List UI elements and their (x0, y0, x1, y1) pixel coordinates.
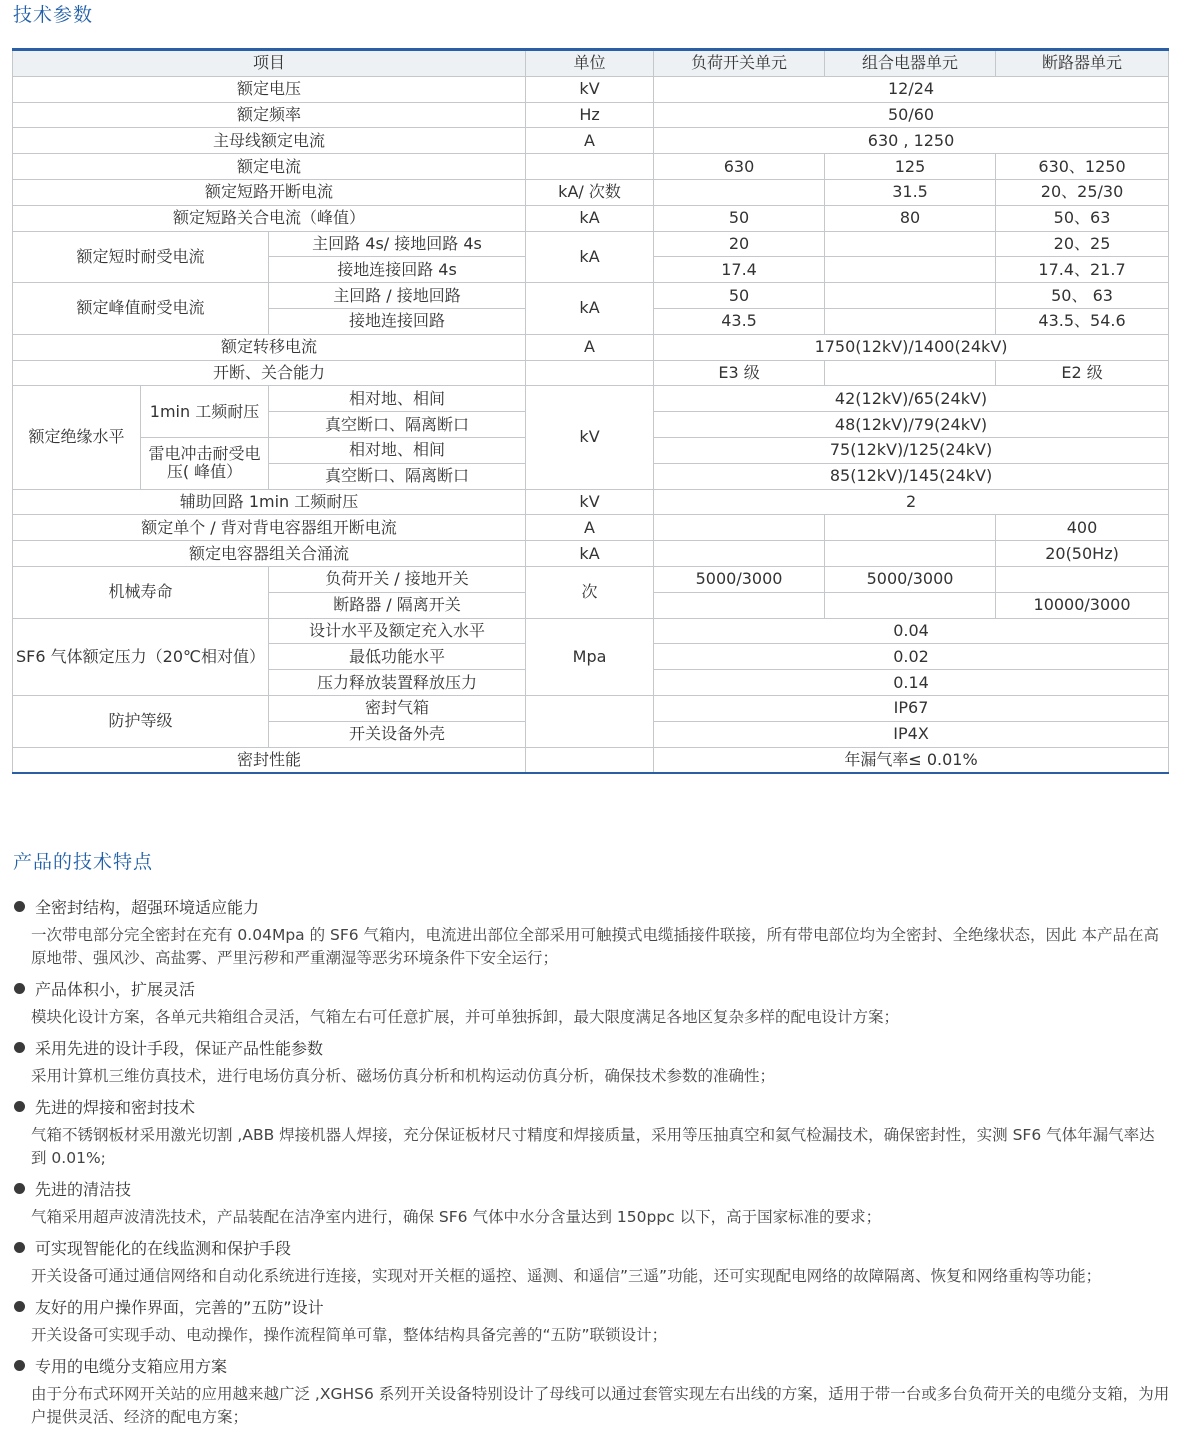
table-row (13, 618, 1169, 644)
row-sublabel: 压力释放装置释放压力 (269, 670, 526, 696)
row-breaker: 20、25/30 (996, 179, 1169, 205)
row-breaker: 43.5、54.6 (996, 308, 1169, 334)
row-load (654, 541, 825, 567)
row-sublabel: 主回路 4s/ 接地回路 4s (269, 231, 526, 257)
feature-description: 开关设备可通过通信网络和自动化系统进行连接，实现对开关框的遥控、遥测、和遥信”三遥”功能，还可实现配电网络的故障隔离、恢复和网络重构等功能； (31, 1267, 1102, 1285)
feature-description: 由于分布式环网开关站的应用越来越广泛 ,XGHS6 系列开关设备特别设计了母线可以通过套管实现左右出线的方案，适用于带一台或多台负荷开关的电缆分支箱，为用户提供灵活、经济的配电方案； (31, 1385, 1170, 1426)
row-sublabel: 负荷开关 / 接地开关 (269, 566, 526, 592)
feature-title: 可实现智能化的在线监测和保护手段 (35, 1238, 292, 1258)
feature-title-row (12, 1093, 1170, 1119)
row-sublabel: 接地连接回路 4s (269, 257, 526, 283)
row-sublabel: 密封气箱 (269, 695, 526, 721)
row-label: 辅助回路 1min 工频耐压 (13, 489, 526, 515)
feature-item (12, 1352, 1170, 1429)
row-breaker: 50、63 (996, 205, 1169, 231)
section-title-params: 技术参数 (13, 4, 94, 26)
row-unit: kA/ 次数 (526, 179, 654, 205)
feature-title: 产品体积小，扩展灵活 (35, 979, 196, 999)
feature-description: 气箱采用超声波清洗技术，产品装配在洁净室内进行，确保 SF6 气体中水分含量达到 150ppc 以下，高于国家标准的要求； (31, 1208, 882, 1226)
row-label: 额定电压 (13, 76, 526, 102)
row-breaker: 17.4、21.7 (996, 257, 1169, 283)
spec-table (12, 48, 1169, 774)
row-value: 0.02 (654, 644, 1169, 670)
table-row (13, 102, 1169, 128)
row-unit: A (526, 334, 654, 360)
row-sublabel: 最低功能水平 (269, 644, 526, 670)
row-combo: 5000/3000 (825, 566, 996, 592)
row-value: 75(12kV)/125(24kV) (654, 437, 1169, 463)
row-load: 20 (654, 231, 825, 257)
row-subgroup-label: 雷电冲击耐受电压( 峰值） (141, 437, 269, 489)
row-value: 0.04 (654, 618, 1169, 644)
row-label: 额定短路开断电流 (13, 179, 526, 205)
row-combo: 125 (825, 154, 996, 180)
row-sublabel: 开关设备外壳 (269, 721, 526, 747)
row-sublabel: 相对地、相间 (269, 437, 526, 463)
feature-description: 开关设备可实现手动、电动操作，操作流程简单可靠，整体结构具备完善的“五防”联锁设计； (31, 1326, 668, 1344)
row-unit: kV (526, 386, 654, 489)
row-value: 630 , 1250 (654, 128, 1169, 154)
row-unit: kA (526, 231, 654, 283)
row-unit (526, 360, 654, 386)
bullet-dot-icon (14, 1183, 25, 1194)
row-load: 50 (654, 283, 825, 309)
row-breaker: 630、1250 (996, 154, 1169, 180)
table-row (13, 566, 1169, 592)
feature-title: 采用先进的设计手段，保证产品性能参数 (35, 1038, 324, 1058)
feature-title: 专用的电缆分支箱应用方案 (35, 1356, 228, 1376)
feature-title-row (12, 1234, 1170, 1260)
row-label: 额定电容器组关合涌流 (13, 541, 526, 567)
row-combo (825, 308, 996, 334)
row-value: 2 (654, 489, 1169, 515)
header-load-switch: 负荷开关单元 (654, 50, 825, 77)
header-breaker: 断路器单元 (996, 50, 1169, 77)
table-row (13, 231, 1169, 257)
feature-title: 友好的用户操作界面，完善的”五防”设计 (35, 1297, 324, 1317)
row-load: 50 (654, 205, 825, 231)
row-group-label: 防护等级 (13, 695, 269, 747)
feature-title-row (12, 893, 1170, 919)
row-unit: Mpa (526, 618, 654, 695)
table-row (13, 515, 1169, 541)
feature-title: 先进的清洁技 (35, 1179, 132, 1199)
table-row (13, 179, 1169, 205)
row-label: 额定频率 (13, 102, 526, 128)
row-breaker: 400 (996, 515, 1169, 541)
row-combo (825, 283, 996, 309)
row-load (654, 515, 825, 541)
row-value: IP4X (654, 721, 1169, 747)
row-sublabel: 主回路 / 接地回路 (269, 283, 526, 309)
row-breaker: 50、 63 (996, 283, 1169, 309)
row-sublabel: 接地连接回路 (269, 308, 526, 334)
row-unit: 次 (526, 566, 654, 618)
row-load (654, 592, 825, 618)
feature-item (12, 1234, 1170, 1288)
feature-title-row (12, 1034, 1170, 1060)
row-combo (825, 541, 996, 567)
row-value: 年漏气率≤ 0.01% (654, 747, 1169, 773)
feature-item (12, 1093, 1170, 1170)
feature-description: 一次带电部分完全密封在充有 0.04Mpa 的 SF6 气箱内，电流进出部位全部采用可触摸式电缆插接件联接，所有带电部位均为全密封、全绝缘状态，因此 本产品在高原地带、强风沙、高盐雾、严里污秽和严重潮湿等恶劣环境条件下安全运行； (31, 926, 1159, 967)
row-value: 12/24 (654, 76, 1169, 102)
feature-title-row (12, 975, 1170, 1001)
row-load: 630 (654, 154, 825, 180)
row-unit (526, 154, 654, 180)
row-subgroup-label: 1min 工频耐压 (141, 386, 269, 438)
row-unit: A (526, 515, 654, 541)
row-group-label: 机械寿命 (13, 566, 269, 618)
row-unit: kV (526, 489, 654, 515)
row-sublabel: 相对地、相间 (269, 386, 526, 412)
row-label: 开断、关合能力 (13, 360, 526, 386)
table-row (13, 154, 1169, 180)
row-group-label: 额定绝缘水平 (13, 386, 141, 489)
table-row (13, 334, 1169, 360)
feature-list (12, 893, 1170, 1434)
row-unit: kA (526, 283, 654, 335)
feature-description: 采用计算机三维仿真技术，进行电场仿真分析、磁场仿真分析和机构运动仿真分析，确保技术参数的准确性； (31, 1067, 776, 1085)
section-title-features: 产品的技术特点 (13, 851, 154, 873)
row-load: E3 级 (654, 360, 825, 386)
row-value: 0.14 (654, 670, 1169, 696)
row-combo (825, 515, 996, 541)
feature-title-row (12, 1352, 1170, 1378)
row-load: 17.4 (654, 257, 825, 283)
feature-description: 气箱不锈钢板材采用激光切割 ,ABB 焊接机器人焊接，充分保证板材尺寸精度和焊接质量，采用等压抽真空和氦气检漏技术，确保密封性，实测 SF6 气体年漏气率达到 0.01%; (31, 1126, 1155, 1167)
row-value: IP67 (654, 695, 1169, 721)
row-value: 42(12kV)/65(24kV) (654, 386, 1169, 412)
row-combo: 31.5 (825, 179, 996, 205)
bullet-dot-icon (14, 983, 25, 994)
bullet-dot-icon (14, 1101, 25, 1112)
row-unit (526, 695, 654, 747)
row-value: 1750(12kV)/1400(24kV) (654, 334, 1169, 360)
table-row (13, 747, 1169, 773)
feature-item (12, 975, 1170, 1029)
table-row (13, 489, 1169, 515)
row-breaker: 20、25 (996, 231, 1169, 257)
feature-description: 模块化设计方案，各单元共箱组合灵活，气箱左右可任意扩展，并可单独拆卸，最大限度满足各地区复杂多样的配电设计方案； (31, 1008, 900, 1026)
row-value: 50/60 (654, 102, 1169, 128)
row-group-label: 额定短时耐受电流 (13, 231, 269, 283)
row-load: 5000/3000 (654, 566, 825, 592)
row-label: 密封性能 (13, 747, 526, 773)
row-combo: 80 (825, 205, 996, 231)
feature-title: 全密封结构，超强环境适应能力 (35, 897, 260, 917)
bullet-dot-icon (14, 1360, 25, 1371)
row-group-label: SF6 气体额定压力（20℃相对值） (13, 618, 269, 695)
row-sublabel: 真空断口、隔离断口 (269, 412, 526, 438)
row-sublabel: 真空断口、隔离断口 (269, 463, 526, 489)
header-combo: 组合电器单元 (825, 50, 996, 77)
bullet-dot-icon (14, 1301, 25, 1312)
row-value: 85(12kV)/145(24kV) (654, 463, 1169, 489)
row-breaker: 20(50Hz) (996, 541, 1169, 567)
row-label: 额定单个 / 背对背电容器组开断电流 (13, 515, 526, 541)
row-label: 额定转移电流 (13, 334, 526, 360)
row-combo (825, 360, 996, 386)
table-header-row (13, 50, 1169, 77)
row-unit: Hz (526, 102, 654, 128)
row-value: 48(12kV)/79(24kV) (654, 412, 1169, 438)
table-row (13, 386, 1169, 412)
table-row (13, 695, 1169, 721)
row-group-label: 额定峰值耐受电流 (13, 283, 269, 335)
row-combo (825, 592, 996, 618)
row-breaker: 10000/3000 (996, 592, 1169, 618)
row-load: 43.5 (654, 308, 825, 334)
table-row (13, 541, 1169, 567)
feature-item (12, 1293, 1170, 1347)
row-unit: A (526, 128, 654, 154)
header-item: 项目 (13, 50, 526, 77)
row-sublabel: 断路器 / 隔离开关 (269, 592, 526, 618)
row-unit: kA (526, 205, 654, 231)
row-breaker (996, 566, 1169, 592)
bullet-dot-icon (14, 901, 25, 912)
row-label: 额定电流 (13, 154, 526, 180)
table-row (13, 128, 1169, 154)
table-row (13, 360, 1169, 386)
feature-item (12, 893, 1170, 970)
table-row (13, 283, 1169, 309)
feature-item (12, 1034, 1170, 1088)
feature-title-row (12, 1175, 1170, 1201)
row-unit: kV (526, 76, 654, 102)
row-label: 额定短路关合电流（峰值） (13, 205, 526, 231)
bullet-dot-icon (14, 1242, 25, 1253)
row-load (654, 179, 825, 205)
feature-item (12, 1175, 1170, 1229)
row-sublabel: 设计水平及额定充入水平 (269, 618, 526, 644)
header-unit: 单位 (526, 50, 654, 77)
table-row (13, 76, 1169, 102)
row-combo (825, 257, 996, 283)
row-combo (825, 231, 996, 257)
table-row (13, 205, 1169, 231)
feature-title: 先进的焊接和密封技术 (35, 1097, 196, 1117)
row-breaker: E2 级 (996, 360, 1169, 386)
row-unit: kA (526, 541, 654, 567)
row-label: 主母线额定电流 (13, 128, 526, 154)
row-unit (526, 747, 654, 773)
bullet-dot-icon (14, 1042, 25, 1053)
feature-title-row (12, 1293, 1170, 1319)
